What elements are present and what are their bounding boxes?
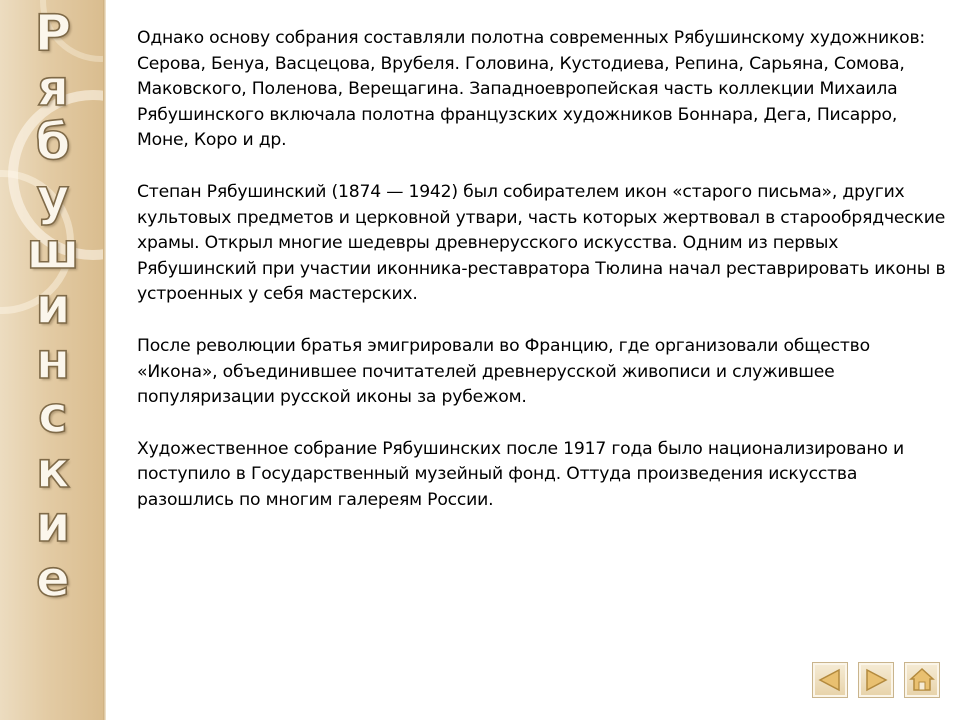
title-letter: Р [34, 4, 72, 62]
title-letter: б [35, 113, 71, 172]
triangle-left-icon [817, 667, 843, 693]
home-icon [908, 666, 936, 694]
vertical-title [0, 6, 106, 607]
title-letter: и [35, 495, 71, 554]
title-letter: у [36, 167, 70, 226]
paragraph-stepan: Степан Рябушинский (1874 — 1942) был собирателем икон «старого письма», других культовых предметов и церковной утвари, часть которых жертвовал в старообрядческие храмы. Открыл многие шедевры древнерусского искусства. Одним из первых Рябушинский при участии иконника-реставратора Тюлина начал реставрировать иконы в устроенных у себя мастерских. [137, 181, 946, 305]
title-letter: ш [26, 222, 80, 281]
title-letter: н [35, 331, 71, 390]
title-letter: и [35, 276, 71, 335]
home-button[interactable] [904, 662, 940, 698]
sidebar-band [0, 0, 106, 720]
paragraph-nationalization: Художественное собрание Рябушинских после 1917 года было национализировано и поступило в Государственный музейный фонд. Оттуда произведения искусства разошлись по многим галереям России. [137, 438, 904, 510]
title-letter: я [36, 58, 70, 117]
title-letter: е [36, 549, 70, 608]
triangle-right-icon [863, 667, 889, 693]
paragraph-emigration: После революции братья эмигрировали во Францию, где организовали общество «Икона», объединившее почитателей древнерусской живописи и служившее популяризации русской иконы за рубежом. [137, 335, 870, 408]
slide-content [137, 26, 947, 540]
paragraph-collection: Однако основу собрания составляли полотна современных Рябушинскому художников: Серова, Бенуа, Васцецова, Врубеля. Головина, Кустодиева, Репина, Сарьяна, Сомова, Маковского, Поленова, Верещагина. Западноевропейская часть коллекции Михаила Рябушинского включала полотна французских художников Боннара, Дега, Писарро, Моне, Коро и др. [137, 28, 925, 151]
title-letter: с [38, 386, 68, 445]
title-letter: к [36, 440, 70, 499]
slide-navigation [812, 662, 940, 702]
next-slide-button[interactable] [858, 662, 894, 698]
previous-slide-button[interactable] [812, 662, 848, 698]
